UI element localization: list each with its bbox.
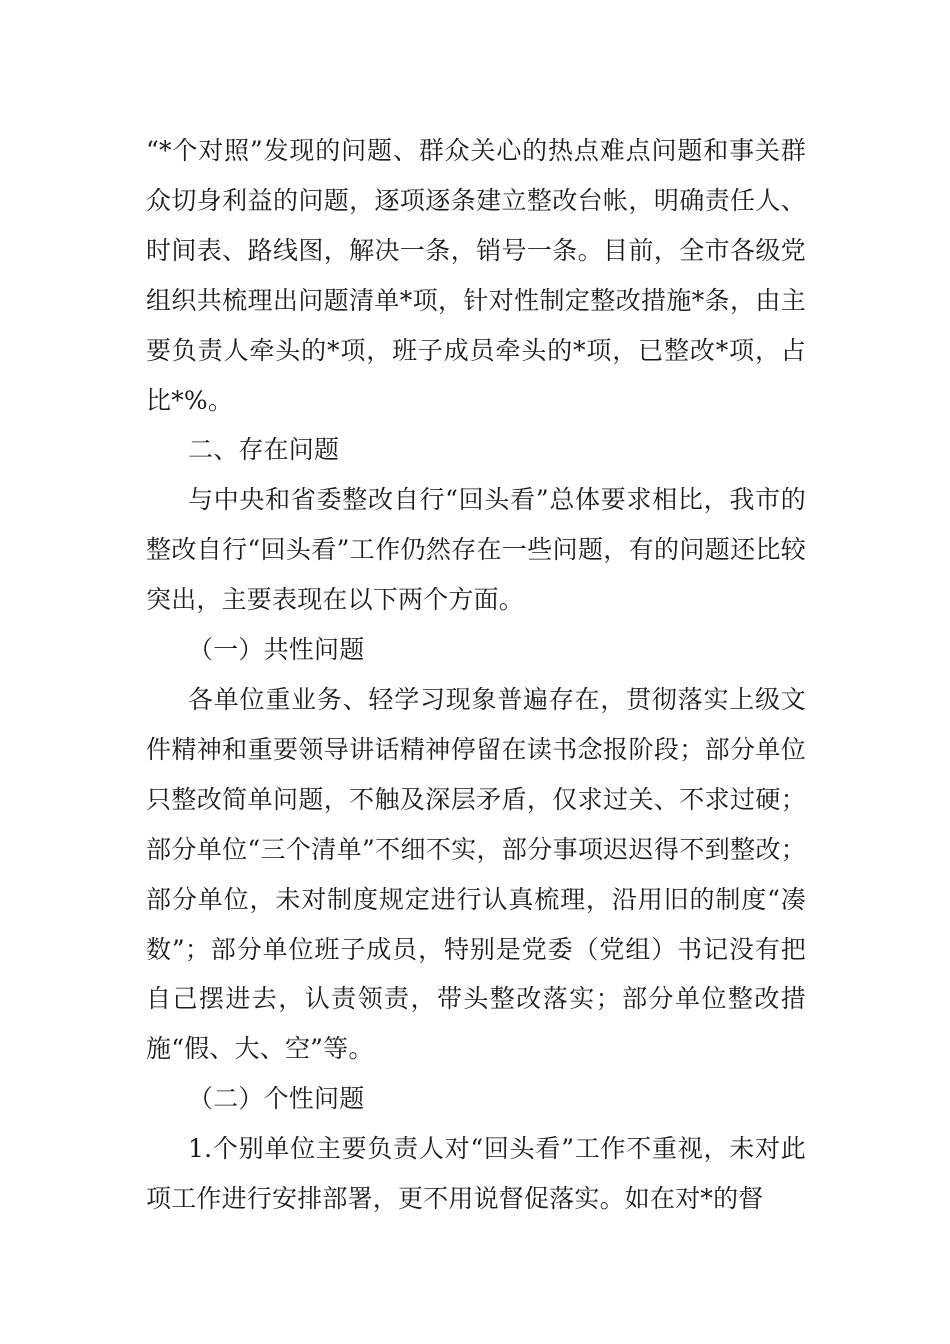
section-heading-existing-problems: 二、存在问题: [188, 435, 340, 465]
paragraph-common-problems: 各单位重业务、轻学习现象普遍存在，贯彻落实上级文件精神和重要领导讲话精神停留在读书念报阶段；部分单位只整改简单问题，不触及深层矛盾，仅求过关、不求过硬；部分单位“三个清单”不细不实，部分事项迟迟得不到整改；部分单位，未对制度规定进行认真梳理，沿用旧的制度“凑数”；部分单位班子成员，特别是党委（党组）书记没有把自己摆进去，认责领责，带头整改落实；部分单位整改措施“假、大、空”等。: [146, 684, 806, 1064]
paragraph-section-intro: 与中央和省委整改自行“回头看”总体要求相比，我市的整改自行“回头看”工作仍然存在一些问题，有的问题还比较突出，主要表现在以下两个方面。: [146, 485, 806, 615]
paragraph-individual-problem-1: 1.个别单位主要负责人对“回头看”工作不重视，未对此项工作进行安排部署，更不用说督促落实。如在对*的督: [146, 1134, 806, 1214]
paragraph-continuation: “*个对照”发现的问题、群众关心的热点难点问题和事关群众切身利益的问题，逐项逐条建立整改台帐，明确责任人、时间表、路线图，解决一条，销号一条。目前，全市各级党组织共梳理出问题清单*项，针对性制定整改措施*条，由主要负责人牵头的*项，班子成员牵头的*项，已整改*项，占比*%。: [146, 136, 806, 415]
subsection-heading-individual-problems: （二）个性问题: [188, 1084, 365, 1114]
subsection-heading-common-problems: （一）共性问题: [188, 635, 365, 665]
document-body: [146, 126, 806, 1224]
